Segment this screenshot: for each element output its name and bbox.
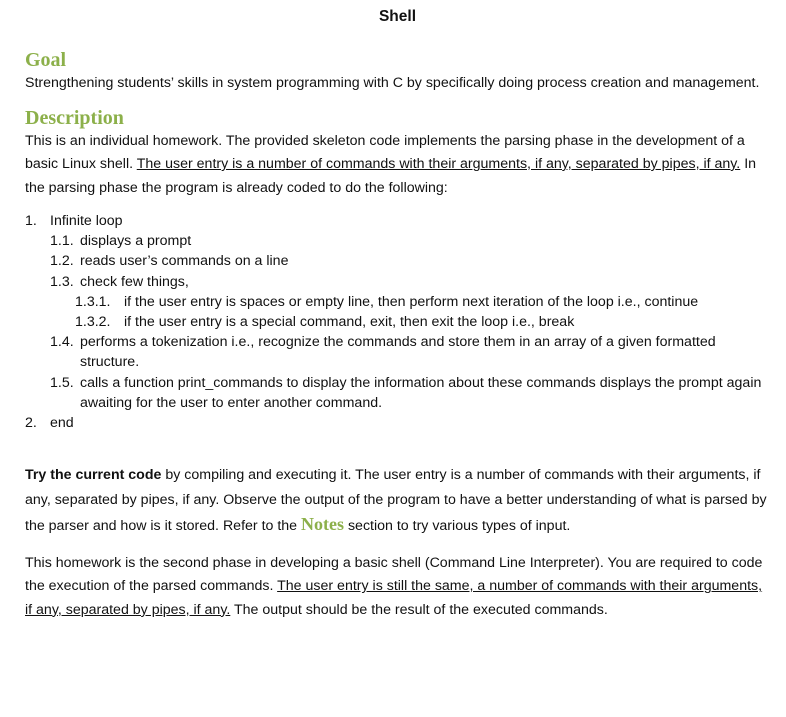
list-item-number: 1.2. xyxy=(50,253,74,270)
goal-heading: Goal xyxy=(25,49,67,71)
list-item-text: reads user’s commands on a line xyxy=(80,253,289,270)
homework-text-before: This homework is the second phase in developing a basic shell (Command Line Interpreter). You are required to code the execution of the parsed commands. xyxy=(25,554,763,595)
list-item xyxy=(25,312,770,332)
try-paragraph xyxy=(25,463,770,539)
list-item-text: if the user entry is spaces or empty line, then perform next iteration of the loop i.e., continue xyxy=(124,293,699,310)
list-item-text: Infinite loop xyxy=(50,213,123,229)
page-title: Shell xyxy=(378,8,417,25)
list-item-text: end xyxy=(50,415,74,432)
list-item-text: if the user entry is a special command, exit, then exit the loop i.e., break xyxy=(124,314,575,331)
homework-paragraph xyxy=(25,552,770,623)
list-item-number: 1.4. xyxy=(50,334,74,351)
document-page xyxy=(25,6,770,622)
list-item xyxy=(25,272,770,292)
list-item-text: displays a prompt xyxy=(80,233,192,250)
description-heading: Description xyxy=(25,106,124,129)
try-text-before: by compiling and executing it. The user entry is a number of commands with their arguments, if any, separated by pipes, if any. Observe the output of the program to have a better understanding of what is parsed by the parser and how is it stored. Refer to the xyxy=(25,467,767,535)
goal-text: Strengthening students’ skills in system programming with C by specifically doing process creation and management. xyxy=(25,75,760,91)
description-text-after: In the parsing phase the program is already coded to do the following: xyxy=(25,156,757,196)
list-item xyxy=(25,292,770,312)
list-item xyxy=(25,231,770,251)
homework-text-after: The output should be the result of the executed commands. xyxy=(230,601,608,618)
list-item-number: 1.3.1. xyxy=(75,293,111,310)
notes-reference: Notes xyxy=(301,514,345,535)
list-item-text: performs a tokenization i.e., recognize the commands and store them in an array of a given formatted structure. xyxy=(80,334,716,371)
try-bold-label: Try the current code xyxy=(25,467,162,484)
steps-list xyxy=(25,211,770,433)
description-text xyxy=(25,130,770,201)
list-item-text: calls a function print_commands to display the information about these commands displays the prompt again awaiting for the user to enter another command. xyxy=(80,374,762,411)
try-text-after: section to try various types of input. xyxy=(344,518,571,535)
list-item xyxy=(25,373,770,413)
list-item xyxy=(25,251,770,271)
list-item-number: 2. xyxy=(25,415,37,432)
list-item-number: 1.5. xyxy=(50,374,74,391)
list-item xyxy=(25,413,770,433)
list-item-text: check few things, xyxy=(80,273,189,290)
list-item xyxy=(25,332,770,372)
list-item-number: 1.1. xyxy=(50,233,74,250)
list-item-number: 1.3. xyxy=(50,273,74,290)
list-item-number: 1.3.2. xyxy=(75,314,111,331)
list-item xyxy=(25,211,770,231)
description-underlined: The user entry is a number of commands with their arguments, if any, separated by pipes, if any. xyxy=(136,156,741,172)
homework-underlined: The user entry is still the same, a number of commands with their arguments, if any, separated by pipes, if any. xyxy=(25,578,763,618)
description-text-before: This is an individual homework. The provided skeleton code implements the parsing phase in the development of a basic Linux shell. xyxy=(25,132,745,172)
list-item-number: 1. xyxy=(25,213,37,229)
